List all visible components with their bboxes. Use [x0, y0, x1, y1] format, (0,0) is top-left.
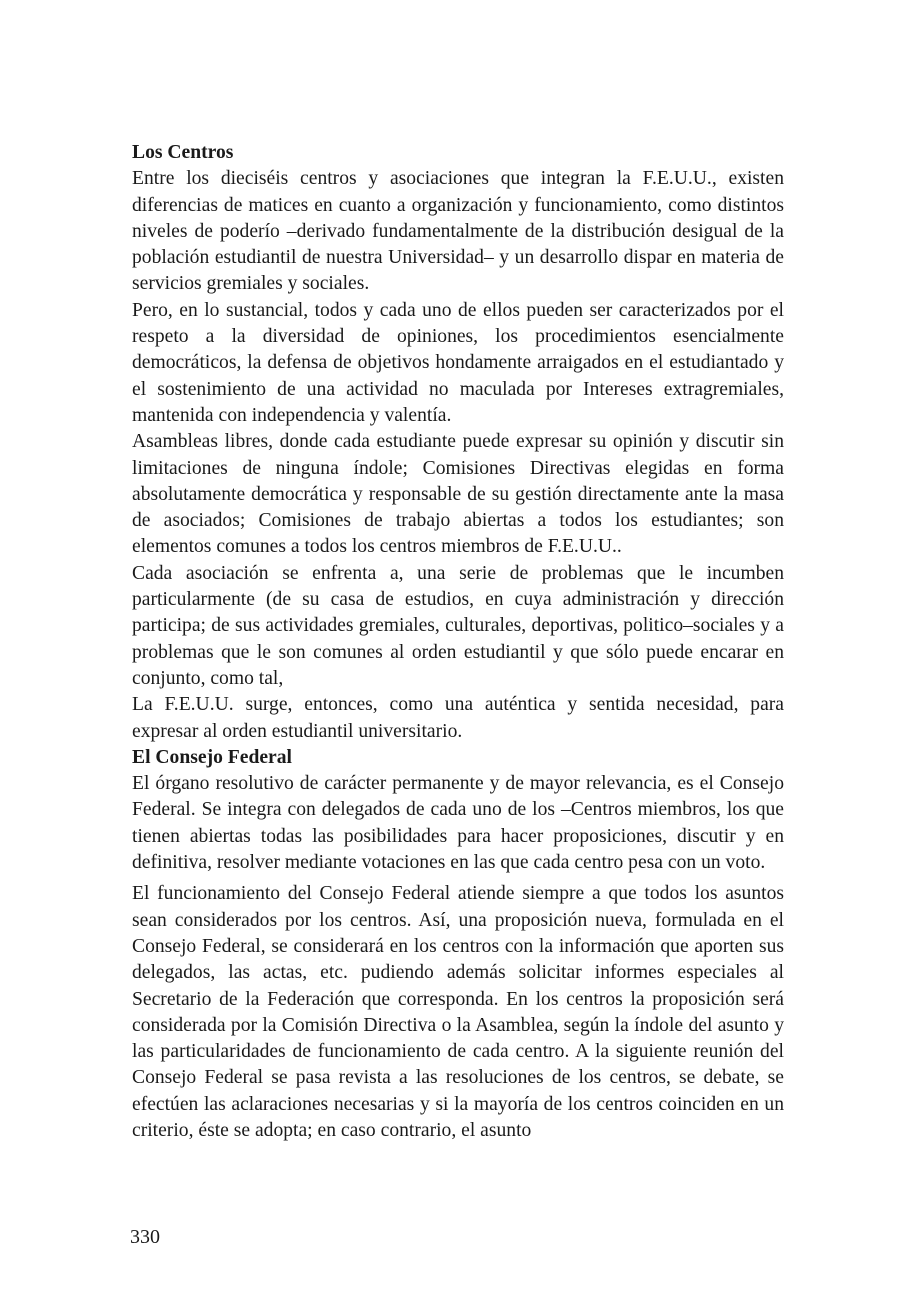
section-heading: El Consejo Federal: [132, 746, 292, 768]
paragraph: La F.E.U.U. surge, entonces, como una auténtica y sentida necesidad, para expresar al orden estudiantil universitario.: [132, 694, 784, 742]
section-consejo-federal: [132, 745, 784, 1144]
section-los-centros: [132, 140, 784, 745]
section-heading: Los Centros: [132, 142, 234, 163]
page-number: 330: [130, 1226, 160, 1248]
paragraph: El órgano resolutivo de carácter permanente y de mayor relevancia, es el Consejo Federal. Se integra con delegados de cada uno de los –Centros miembros, los que tienen abiertas todas las posibilidades para hacer proposiciones, discutir y en definitiva, resolver mediante votaciones en las que cada centro pesa con un voto.: [132, 773, 784, 874]
paragraph: Cada asociación se enfrenta a, una serie de problemas que le incumben particularmente (de su casa de estudios, en cuya administración y dirección participa; de sus actividades gremiales, culturales, deportivas, politico–sociales y a problemas que le son comunes al orden estudiantil y que sólo puede encarar en conjunto, como tal,: [132, 562, 784, 689]
paragraph: El funcionamiento del Consejo Federal atiende siempre a que todos los asuntos sean considerados por los centros. Así, una proposición nueva, formulada en el Consejo Federal, se considerará en los centros con la información que aporten sus delegados, las actas, etc. pudiendo además solicitar informes especiales al Secretario de la Federación que corresponda. En los centros la proposición será considerada por la Comisión Directiva o la Asamblea, según la índole del asunto y las particularidades de funcionamiento de cada centro. A la siguiente reunión del Consejo Federal se pasa revista a las resoluciones de los centros, se debate, se efectúen las aclaraciones necesarias y si la mayoría de los centros coinciden en un criterio, éste se adopta; en caso contrario, el asunto: [132, 883, 784, 1141]
paragraph: Pero, en lo sustancial, todos y cada uno de ellos pueden ser caracterizados por el respeto a la diversidad de opiniones, los procedimientos esencialmente democráticos, la defensa de objetivos hondamente arraigados en el estudiantado y el sostenimiento de una actividad no maculada por Intereses extragremiales, mantenida con independencia y valentía.: [132, 299, 784, 426]
paragraph: Asambleas libres, donde cada estudiante puede expresar su opinión y discutir sin limitaciones de ninguna índole; Comisiones Directivas elegidas en forma absolutamente democrática y responsable de su gestión directamente ante la masa de asociados; Comisiones de trabajo abiertas a todos los estudiantes; son elementos comunes a todos los centros miembros de F.E.U.U..: [132, 431, 784, 558]
page-body: [132, 140, 784, 1144]
paragraph: Entre los dieciséis centros y asociaciones que integran la F.E.U.U., existen diferencias de matices en cuanto a organización y funcionamiento, como distintos niveles de poderío –derivado fundamentalmente de la distribución desigual de la población estudiantil de nuestra Universidad– y un desarrollo dispar en materia de servicios gremiales y sociales.: [132, 168, 784, 295]
